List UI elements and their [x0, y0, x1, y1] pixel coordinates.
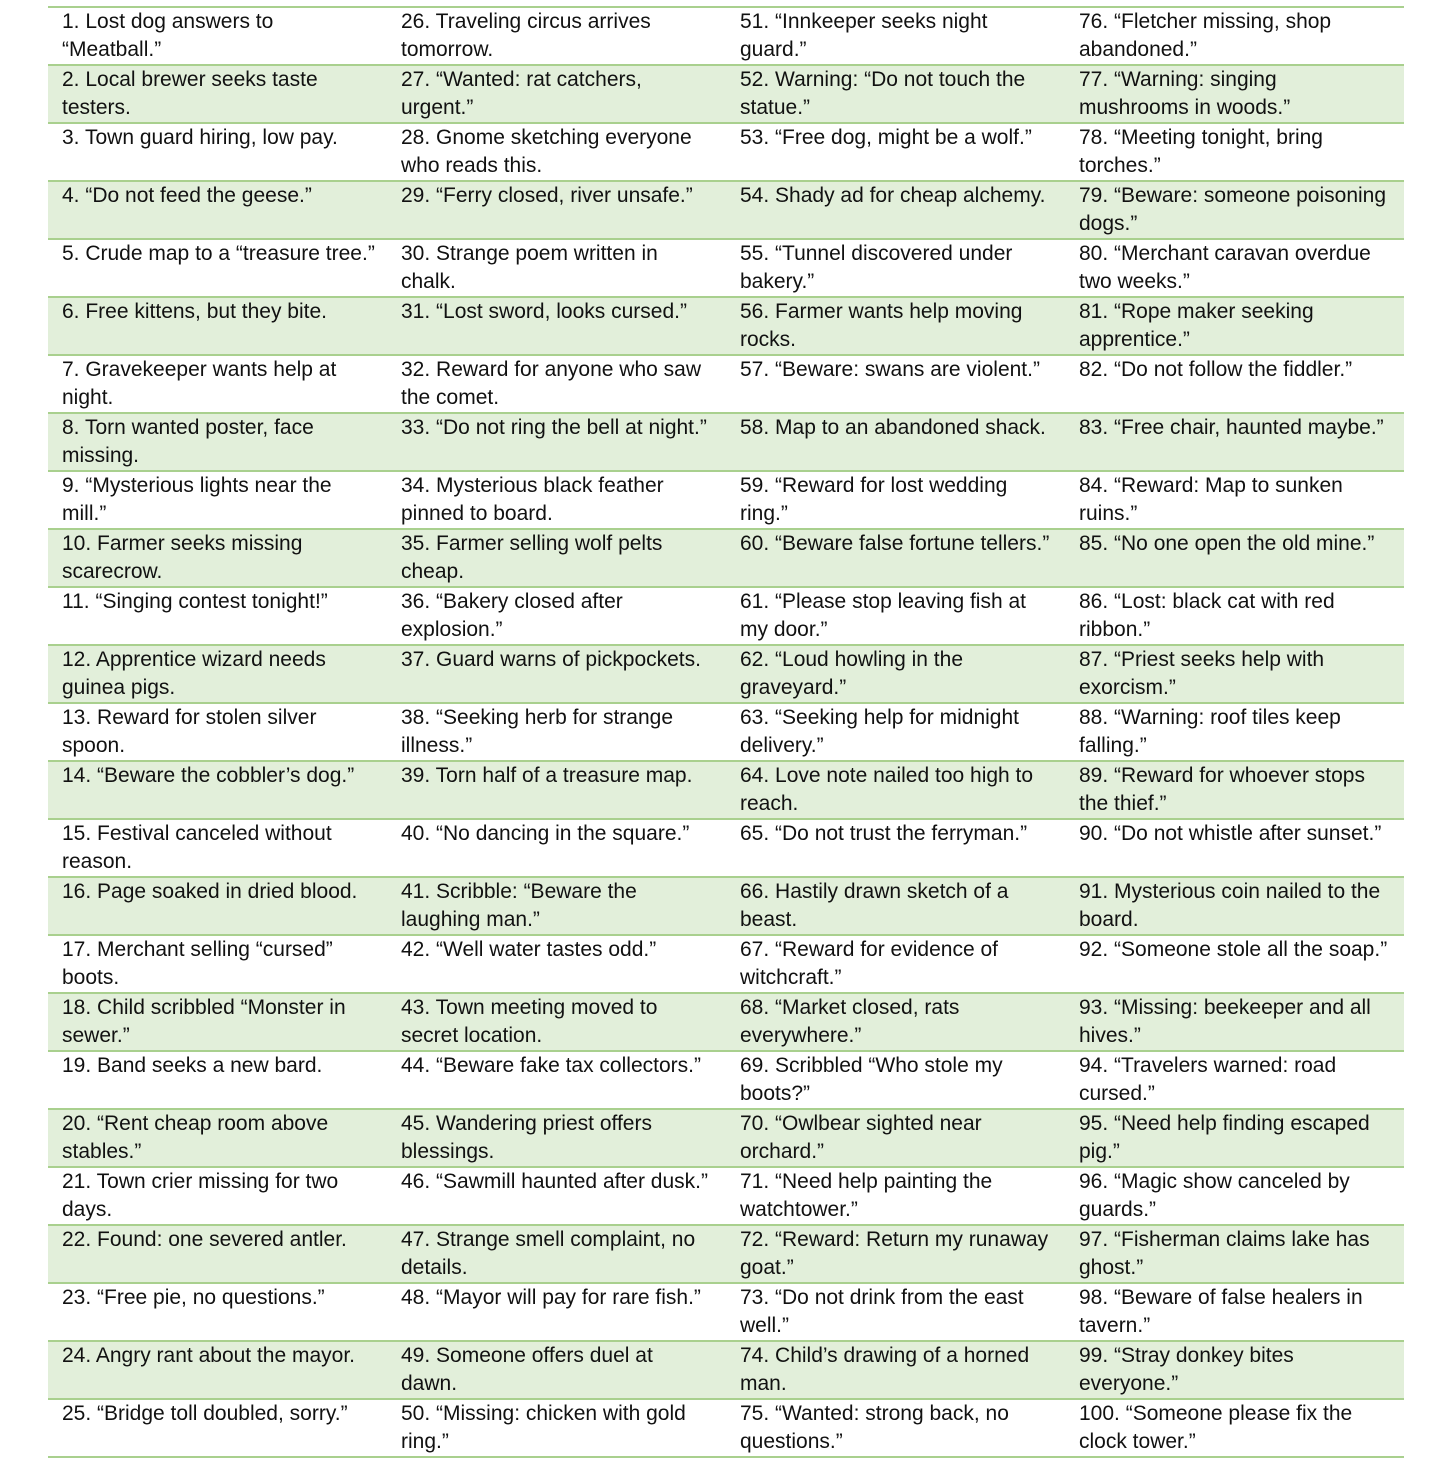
notice-cell: 99. “Stray donkey bites everyone.” [1079, 1344, 1294, 1395]
notice-cell: 51. “Innkeeper seeks night guard.” [740, 10, 988, 61]
notice-cell: 38. “Seeking herb for strange illness.” [401, 706, 673, 757]
table-row [48, 529, 1404, 587]
notice-cell: 76. “Fletcher missing, shop abandoned.” [1079, 10, 1332, 61]
notice-cell: 96. “Magic show canceled by guards.” [1079, 1170, 1350, 1221]
notice-cell: 24. Angry rant about the mayor. [62, 1344, 356, 1367]
notice-cell: 18. Child scribbled “Monster in sewer.” [62, 996, 346, 1047]
notice-cell: 5. Crude map to a “treasure tree.” [62, 242, 375, 265]
notice-cell: 65. “Do not trust the ferryman.” [740, 822, 1028, 845]
notice-cell: 22. Found: one severed antler. [62, 1228, 347, 1251]
notice-cell: 88. “Warning: roof tiles keep falling.” [1079, 706, 1341, 757]
notice-cell: 87. “Priest seeks help with exorcism.” [1079, 648, 1325, 699]
notice-cell: 84. “Reward: Map to sunken ruins.” [1079, 474, 1343, 525]
notice-cell: 69. Scribbled “Who stole my boots?” [740, 1054, 1003, 1105]
notice-cell: 64. Love note nailed too high to reach. [740, 764, 1034, 815]
notice-cell: 34. Mysterious black feather pinned to board. [401, 474, 664, 525]
notice-cell: 9. “Mysterious lights near the mill.” [62, 474, 332, 525]
table-row [48, 471, 1404, 529]
table-row [48, 993, 1404, 1051]
notice-cell: 52. Warning: “Do not touch the statue.” [740, 68, 1026, 119]
notice-cell: 95. “Need help finding escaped pig.” [1079, 1112, 1370, 1163]
notice-cell: 85. “No one open the old mine.” [1079, 532, 1375, 555]
notice-cell: 12. Apprentice wizard needs guinea pigs. [62, 648, 326, 699]
notice-cell: 42. “Well water tastes odd.” [401, 938, 657, 961]
notice-cell: 61. “Please stop leaving fish at my door.” [740, 590, 1027, 641]
notice-cell: 39. Torn half of a treasure map. [401, 764, 693, 787]
notice-cell: 21. Town crier missing for two days. [62, 1170, 339, 1221]
notice-cell: 74. Child’s drawing of a horned man. [740, 1344, 1030, 1395]
notice-cell: 71. “Need help painting the watchtower.” [740, 1170, 993, 1221]
notice-cell: 100. “Someone please fix the clock tower.” [1079, 1402, 1353, 1453]
notice-cell: 58. Map to an abandoned shack. [740, 416, 1046, 439]
notice-cell: 57. “Beware: swans are violent.” [740, 358, 1040, 381]
table-row [48, 1167, 1404, 1225]
notice-cell: 93. “Missing: beekeeper and all hives.” [1079, 996, 1371, 1047]
notice-cell: 73. “Do not drink from the east well.” [740, 1286, 1024, 1337]
notice-cell: 14. “Beware the cobbler’s dog.” [62, 764, 355, 787]
notice-table [48, 6, 1404, 1458]
notice-cell: 26. Traveling circus arrives tomorrow. [401, 10, 651, 61]
notice-cell: 11. “Singing contest tonight!” [62, 590, 328, 613]
table-row [48, 645, 1404, 703]
notice-cell: 54. Shady ad for cheap alchemy. [740, 184, 1046, 207]
notice-cell: 60. “Beware false fortune tellers.” [740, 532, 1050, 555]
notice-cell: 25. “Bridge toll doubled, sorry.” [62, 1402, 348, 1425]
notice-cell: 83. “Free chair, haunted maybe.” [1079, 416, 1384, 439]
table-row [48, 587, 1404, 645]
table-row [48, 123, 1404, 181]
notice-cell: 62. “Loud howling in the graveyard.” [740, 648, 963, 699]
notice-cell: 15. Festival canceled without reason. [62, 822, 332, 873]
notice-cell: 75. “Wanted: strong back, no questions.” [740, 1402, 1009, 1453]
notice-cell: 43. Town meeting moved to secret location. [401, 996, 658, 1047]
notice-cell: 28. Gnome sketching everyone who reads this. [401, 126, 692, 177]
table-row [48, 1225, 1404, 1283]
notice-cell: 56. Farmer wants help moving rocks. [740, 300, 1023, 351]
notice-cell: 50. “Missing: chicken with gold ring.” [401, 1402, 686, 1453]
table-row [48, 413, 1404, 471]
notice-cell: 78. “Meeting tonight, bring torches.” [1079, 126, 1323, 177]
notice-cell: 98. “Beware of false healers in tavern.” [1079, 1286, 1363, 1337]
notice-cell: 29. “Ferry closed, river unsafe.” [401, 184, 693, 207]
table-row [48, 877, 1404, 935]
notice-cell: 92. “Someone stole all the soap.” [1079, 938, 1388, 961]
table-row [48, 355, 1404, 413]
notice-cell: 81. “Rope maker seeking apprentice.” [1079, 300, 1314, 351]
notice-cell: 72. “Reward: Return my runaway goat.” [740, 1228, 1049, 1279]
notice-cell: 82. “Do not follow the fiddler.” [1079, 358, 1353, 381]
table-row [48, 819, 1404, 877]
notice-cell: 80. “Merchant caravan overdue two weeks.” [1079, 242, 1371, 293]
table-row [48, 1283, 1404, 1341]
notice-cell: 91. Mysterious coin nailed to the board. [1079, 880, 1381, 931]
notice-cell: 63. “Seeking help for midnight delivery.” [740, 706, 1019, 757]
notice-cell: 41. Scribble: “Beware the laughing man.” [401, 880, 637, 931]
notice-cell: 27. “Wanted: rat catchers, urgent.” [401, 68, 642, 119]
notice-cell: 59. “Reward for lost wedding ring.” [740, 474, 1008, 525]
notice-cell: 7. Gravekeeper wants help at night. [62, 358, 337, 409]
notice-cell: 46. “Sawmill haunted after dusk.” [401, 1170, 708, 1193]
notice-cell: 68. “Market closed, rats everywhere.” [740, 996, 960, 1047]
notice-cell: 89. “Reward for whoever stops the thief.” [1079, 764, 1365, 815]
notice-cell: 3. Town guard hiring, low pay. [62, 126, 338, 149]
table-row [48, 65, 1404, 123]
notice-cell: 37. Guard warns of pickpockets. [401, 648, 701, 671]
notice-cell: 35. Farmer selling wolf pelts cheap. [401, 532, 663, 583]
table-row [48, 7, 1404, 65]
notice-cell: 36. “Bakery closed after explosion.” [401, 590, 623, 641]
notice-cell: 6. Free kittens, but they bite. [62, 300, 327, 323]
notice-cell: 86. “Lost: black cat with red ribbon.” [1079, 590, 1335, 641]
notice-cell: 30. Strange poem written in chalk. [401, 242, 658, 293]
table-row [48, 297, 1404, 355]
table-row [48, 1399, 1404, 1457]
notice-cell: 31. “Lost sword, looks cursed.” [401, 300, 687, 323]
notice-cell: 1. Lost dog answers to “Meatball.” [62, 10, 274, 61]
notice-cell: 40. “No dancing in the square.” [401, 822, 690, 845]
table-row [48, 1341, 1404, 1399]
notice-cell: 47. Strange smell complaint, no details. [401, 1228, 696, 1279]
notice-cell: 79. “Beware: someone poisoning dogs.” [1079, 184, 1387, 235]
notice-cell: 94. “Travelers warned: road cursed.” [1079, 1054, 1337, 1105]
notice-cell: 19. Band seeks a new bard. [62, 1054, 323, 1077]
table-row [48, 1051, 1404, 1109]
notice-table-body [48, 7, 1404, 1457]
notice-cell: 17. Merchant selling “cursed” boots. [62, 938, 333, 989]
notice-cell: 8. Torn wanted poster, face missing. [62, 416, 314, 467]
notice-cell: 97. “Fisherman claims lake has ghost.” [1079, 1228, 1370, 1279]
notice-cell: 49. Someone offers duel at dawn. [401, 1344, 653, 1395]
notice-cell: 23. “Free pie, no questions.” [62, 1286, 325, 1309]
table-row [48, 239, 1404, 297]
notice-cell: 70. “Owlbear sighted near orchard.” [740, 1112, 982, 1163]
notice-cell: 10. Farmer seeks missing scarecrow. [62, 532, 303, 583]
notice-cell: 67. “Reward for evidence of witchcraft.” [740, 938, 998, 989]
notice-cell: 77. “Warning: singing mushrooms in woods.” [1079, 68, 1291, 119]
table-row [48, 181, 1404, 239]
notice-cell: 45. Wandering priest offers blessings. [401, 1112, 652, 1163]
notice-cell: 20. “Rent cheap room above stables.” [62, 1112, 329, 1163]
notice-cell: 32. Reward for anyone who saw the comet. [401, 358, 701, 409]
notice-cell: 66. Hastily drawn sketch of a beast. [740, 880, 1009, 931]
notice-cell: 2. Local brewer seeks taste testers. [62, 68, 318, 119]
notice-cell: 90. “Do not whistle after sunset.” [1079, 822, 1382, 845]
notice-cell: 44. “Beware fake tax collectors.” [401, 1054, 701, 1077]
table-row [48, 1109, 1404, 1167]
notice-cell: 48. “Mayor will pay for rare fish.” [401, 1286, 701, 1309]
notice-cell: 13. Reward for stolen silver spoon. [62, 706, 317, 757]
notice-cell: 33. “Do not ring the bell at night.” [401, 416, 707, 439]
notice-cell: 55. “Tunnel discovered under bakery.” [740, 242, 1013, 293]
table-row [48, 761, 1404, 819]
notice-cell: 4. “Do not feed the geese.” [62, 184, 312, 207]
notice-cell: 53. “Free dog, might be a wolf.” [740, 126, 1032, 149]
notice-cell: 16. Page soaked in dried blood. [62, 880, 358, 903]
table-row [48, 935, 1404, 993]
table-row [48, 703, 1404, 761]
